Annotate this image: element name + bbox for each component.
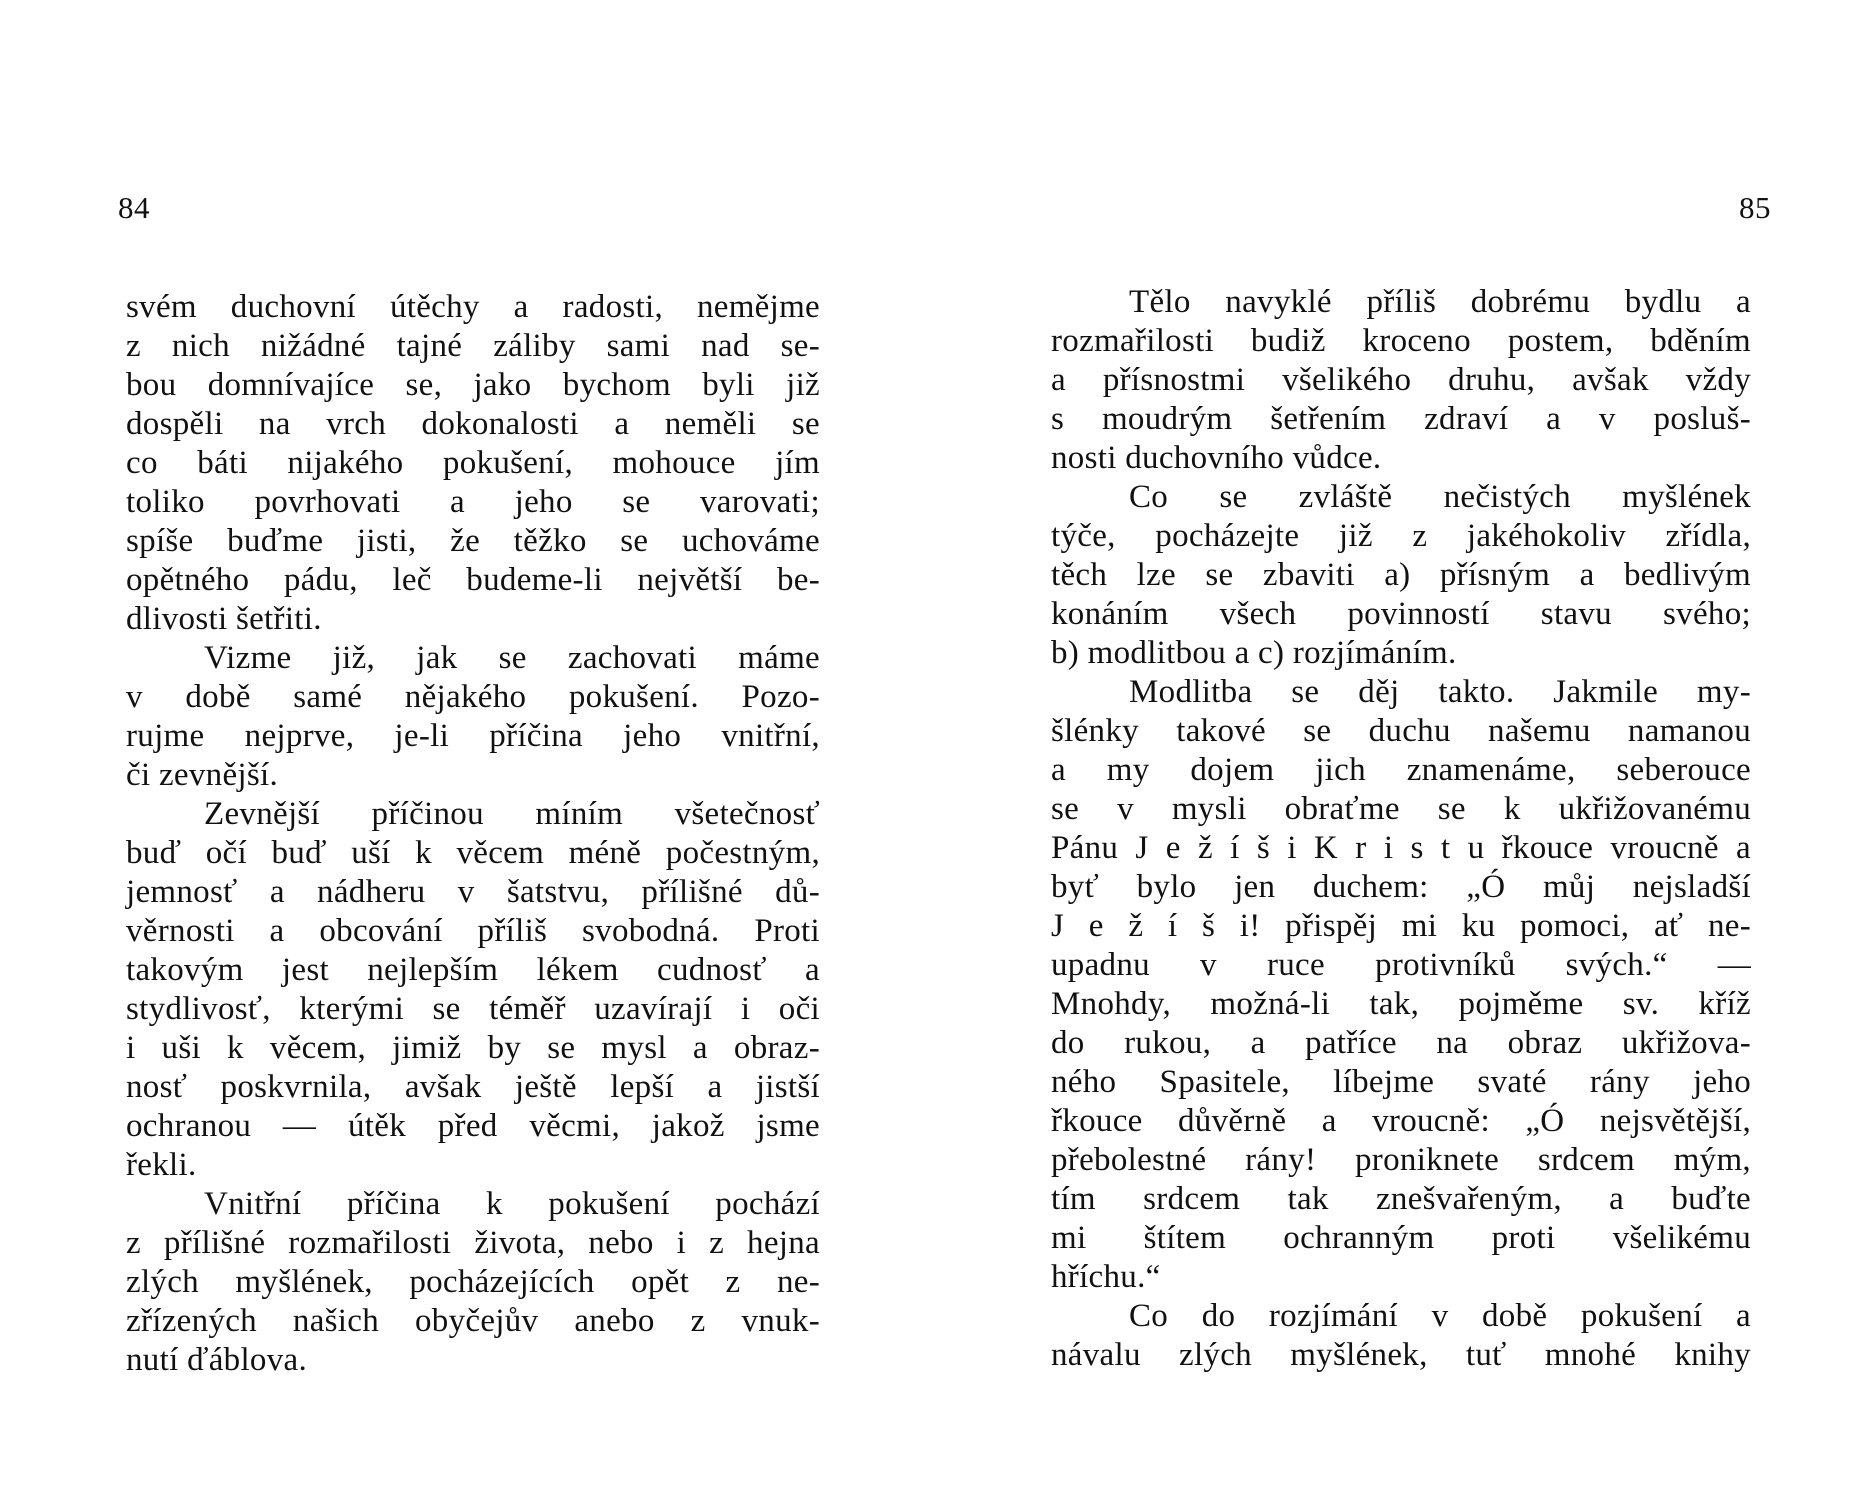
- text-line: Co se zvláště nečistých myšlének: [1129, 479, 1751, 515]
- text-line: takovým jest nejlepším lékem cudnosť a: [126, 952, 820, 988]
- text-line: mi štítem ochranným proti všelikému: [1051, 1220, 1751, 1256]
- text-line: přebolestné rány! proniknete srdcem mým,: [1051, 1142, 1751, 1178]
- text-line: svém duchovní útěchy a radosti, nemějme: [126, 289, 820, 325]
- text-line: konáním všech povinností stavu svého;: [1051, 596, 1751, 632]
- text-line: šlénky takové se duchu našemu namanou: [1051, 713, 1751, 749]
- right-page: [927, 0, 1854, 1500]
- text-line: a přísnostmi všelikého druhu, avšak vždy: [1051, 362, 1751, 398]
- text-line: s moudrým šetřením zdraví a v posluš-: [1051, 401, 1751, 437]
- text-line: návalu zlých myšlének, tuť mnohé knihy: [1051, 1337, 1751, 1373]
- text-line: z přílišné rozmařilosti života, nebo i z hejna: [126, 1225, 820, 1261]
- text-line: spíše buďme jisti, že těžko se uchováme: [126, 523, 820, 559]
- text-line: se v mysli obraťme se k ukřižovanému: [1051, 791, 1751, 827]
- text-line: i uši k věcem, jimiž by se mysl a obraz-: [126, 1030, 820, 1066]
- text-line: řkouce důvěrně a vroucně: „Ó nejsvětější,: [1051, 1103, 1751, 1139]
- text-line: zřízených našich obyčejův anebo z vnuk-: [126, 1303, 820, 1339]
- text-line: b) modlitbou a c) rozjímáním.: [1051, 635, 1457, 671]
- text-line: dospěli na vrch dokonalosti a neměli se: [126, 406, 820, 442]
- text-line: ochranou — útěk před věcmi, jakož jsme: [126, 1108, 820, 1144]
- text-line: toliko povrhovati a jeho se varovati;: [126, 484, 820, 520]
- text-line: do rukou, a patříce na obraz ukřižova-: [1051, 1025, 1751, 1061]
- text-line: Co do rozjímání v době pokušení a: [1129, 1298, 1751, 1334]
- text-line: hříchu.“: [1051, 1259, 1161, 1295]
- text-line: Pánu J e ž í š i K r i s t u řkouce vroucně a: [1051, 830, 1751, 866]
- text-line: co báti nijakého pokušení, mohouce jím: [126, 445, 820, 481]
- text-line: Zevnější příčinou míním všetečnosť: [204, 796, 820, 832]
- text-line: rozmařilosti budiž kroceno postem, bděním: [1051, 323, 1751, 359]
- text-line: těch lze se zbaviti a) přísným a bedlivým: [1051, 557, 1751, 593]
- text-line: nutí ďáblova.: [126, 1342, 308, 1378]
- text-line: nosti duchovního vůdce.: [1051, 440, 1382, 476]
- text-line: či zevnější.: [126, 757, 279, 793]
- text-line: bou domnívajíce se, jako bychom byli již: [126, 367, 820, 403]
- text-line: nosť poskvrnila, avšak ještě lepší a jistší: [126, 1069, 820, 1105]
- text-line: Vnitřní příčina k pokušení pochází: [204, 1186, 820, 1222]
- text-line: řekli.: [126, 1147, 197, 1183]
- text-line: Mnohdy, možná-li tak, pojměme sv. kříž: [1051, 986, 1751, 1022]
- left-page-text: [126, 288, 820, 1380]
- text-line: byť bylo jen duchem: „Ó můj nejsladší: [1051, 869, 1751, 905]
- text-line: tím srdcem tak znešvařeným, a buďte: [1051, 1181, 1751, 1217]
- text-line: Modlitba se děj takto. Jakmile my-: [1129, 674, 1751, 710]
- text-line: rujme nejprve, je-li příčina jeho vnitřní,: [126, 718, 820, 754]
- text-line: Vizme již, jak se zachovati máme: [204, 640, 820, 676]
- text-line: opětného pádu, leč budeme-li největší be-: [126, 562, 820, 598]
- text-line: ného Spasitele, líbejme svaté rány jeho: [1051, 1064, 1751, 1100]
- right-page-text: [1051, 283, 1751, 1375]
- text-line: buď očí buď uší k věcem méně počestným,: [126, 835, 820, 871]
- text-line: J e ž í š i! přispěj mi ku pomoci, ať ne-: [1051, 908, 1751, 944]
- text-line: jemnosť a nádheru v šatstvu, přílišné dů-: [126, 874, 820, 910]
- text-line: týče, pocházejte již z jakéhokoliv zřídla,: [1051, 518, 1751, 554]
- page-number-left: 84: [118, 190, 150, 225]
- text-line: v době samé nějakého pokušení. Pozo-: [126, 679, 820, 715]
- text-line: upadnu v ruce protivníků svých.“ —: [1051, 947, 1751, 983]
- page-number-right: 85: [1739, 190, 1771, 225]
- text-line: a my dojem jich znamenáme, seberouce: [1051, 752, 1751, 788]
- text-line: stydlivosť, kterými se téměř uzavírají i oči: [126, 991, 820, 1027]
- text-line: dlivosti šetřiti.: [126, 601, 322, 637]
- text-line: věrnosti a obcování příliš svobodná. Proti: [126, 913, 820, 949]
- text-line: Tělo navyklé příliš dobrému bydlu a: [1129, 284, 1751, 320]
- text-line: z nich nižádné tajné záliby sami nad se-: [126, 328, 820, 364]
- text-line: zlých myšlének, pocházejících opět z ne-: [126, 1264, 820, 1300]
